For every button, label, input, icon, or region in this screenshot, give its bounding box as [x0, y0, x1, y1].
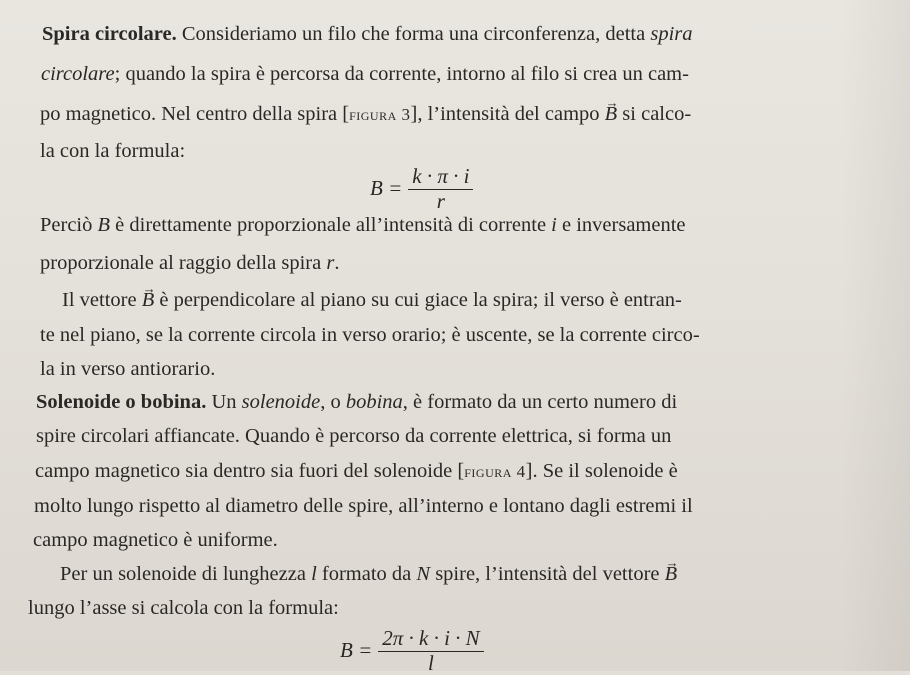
formula-solenoide-numerator: 2π · k · i · N: [378, 626, 483, 652]
section2-line4: molto lungo rispetto al diametro delle spire, all’interno e lontano dagli estremi il: [34, 495, 693, 517]
para4-line2: lungo l’asse si calcola con la formula:: [28, 597, 339, 619]
formula-solenoide-denominator: l: [428, 651, 434, 675]
section1-title: Spira circolare.: [42, 23, 177, 45]
para3-line3: la in verso antiorario.: [40, 358, 216, 380]
section1-line2: circolare; quando la spira è percorsa da corrente, intorno al filo si crea un cam-: [41, 63, 689, 85]
section1-line4: la con la formula:: [40, 140, 186, 162]
formula-solenoide-lhs: B =: [340, 637, 373, 662]
term-bobina: bobina: [345, 391, 403, 413]
figure-ref-4: figura 4: [464, 462, 526, 481]
page-edge-shadow: [840, 0, 910, 671]
section1-line3: po magnetico. Nel centro della spira [figura 3], l’intensità del campo → B si calco-: [40, 102, 691, 127]
vector-b-symbol: → B: [605, 102, 618, 126]
section2-line3: campo magnetico sia dentro sia fuori del solenoide [figura 4]. Se il solenoide è: [35, 460, 678, 482]
section2-line5: campo magnetico è uniforme.: [33, 529, 278, 551]
formula-spira-numerator: k · π · i: [408, 164, 473, 190]
formula-spira-denominator: r: [436, 189, 445, 213]
para2-line1: Perciò B è direttamente proporzionale all’intensità di corrente i e inversamente: [40, 214, 686, 236]
section2-line2: spire circolari affiancate. Quando è percorso da corrente elettrica, si forma un: [36, 425, 672, 447]
vector-b-symbol: → B: [142, 288, 155, 312]
para3-line2: te nel piano, se la corrente circola in verso orario; è uscente, se la corrente circo-: [40, 324, 700, 346]
para4-line1: Per un solenoide di lunghezza l formato da N spire, l’intensità del vettore → B: [60, 562, 677, 586]
term-solenoide: solenoide: [241, 391, 321, 413]
section2-title: Solenoide o bobina.: [36, 391, 207, 413]
para2-line2: proporzionale al raggio della spira r.: [40, 252, 340, 274]
section2-line1: Solenoide o bobina. Un solenoide, o bobina, è formato da un certo numero di: [36, 391, 678, 413]
formula-spira: [370, 164, 473, 212]
formula-spira-fraction: [408, 164, 473, 212]
para3-line1: Il vettore → B è perpendicolare al piano su cui giace la spira; il verso è entran-: [62, 288, 682, 312]
term-circolare: circolare: [41, 63, 115, 85]
formula-solenoide-fraction: [378, 626, 483, 674]
term-spira: spira: [650, 23, 693, 45]
figure-ref-3: figura 3: [349, 105, 411, 124]
formula-spira-lhs: B =: [370, 175, 403, 200]
section1-line1: Spira circolare. Consideriamo un filo che forma una circonferenza, detta spira: [42, 23, 693, 45]
vector-b-symbol: → B: [665, 562, 678, 586]
formula-solenoide: [340, 626, 484, 674]
